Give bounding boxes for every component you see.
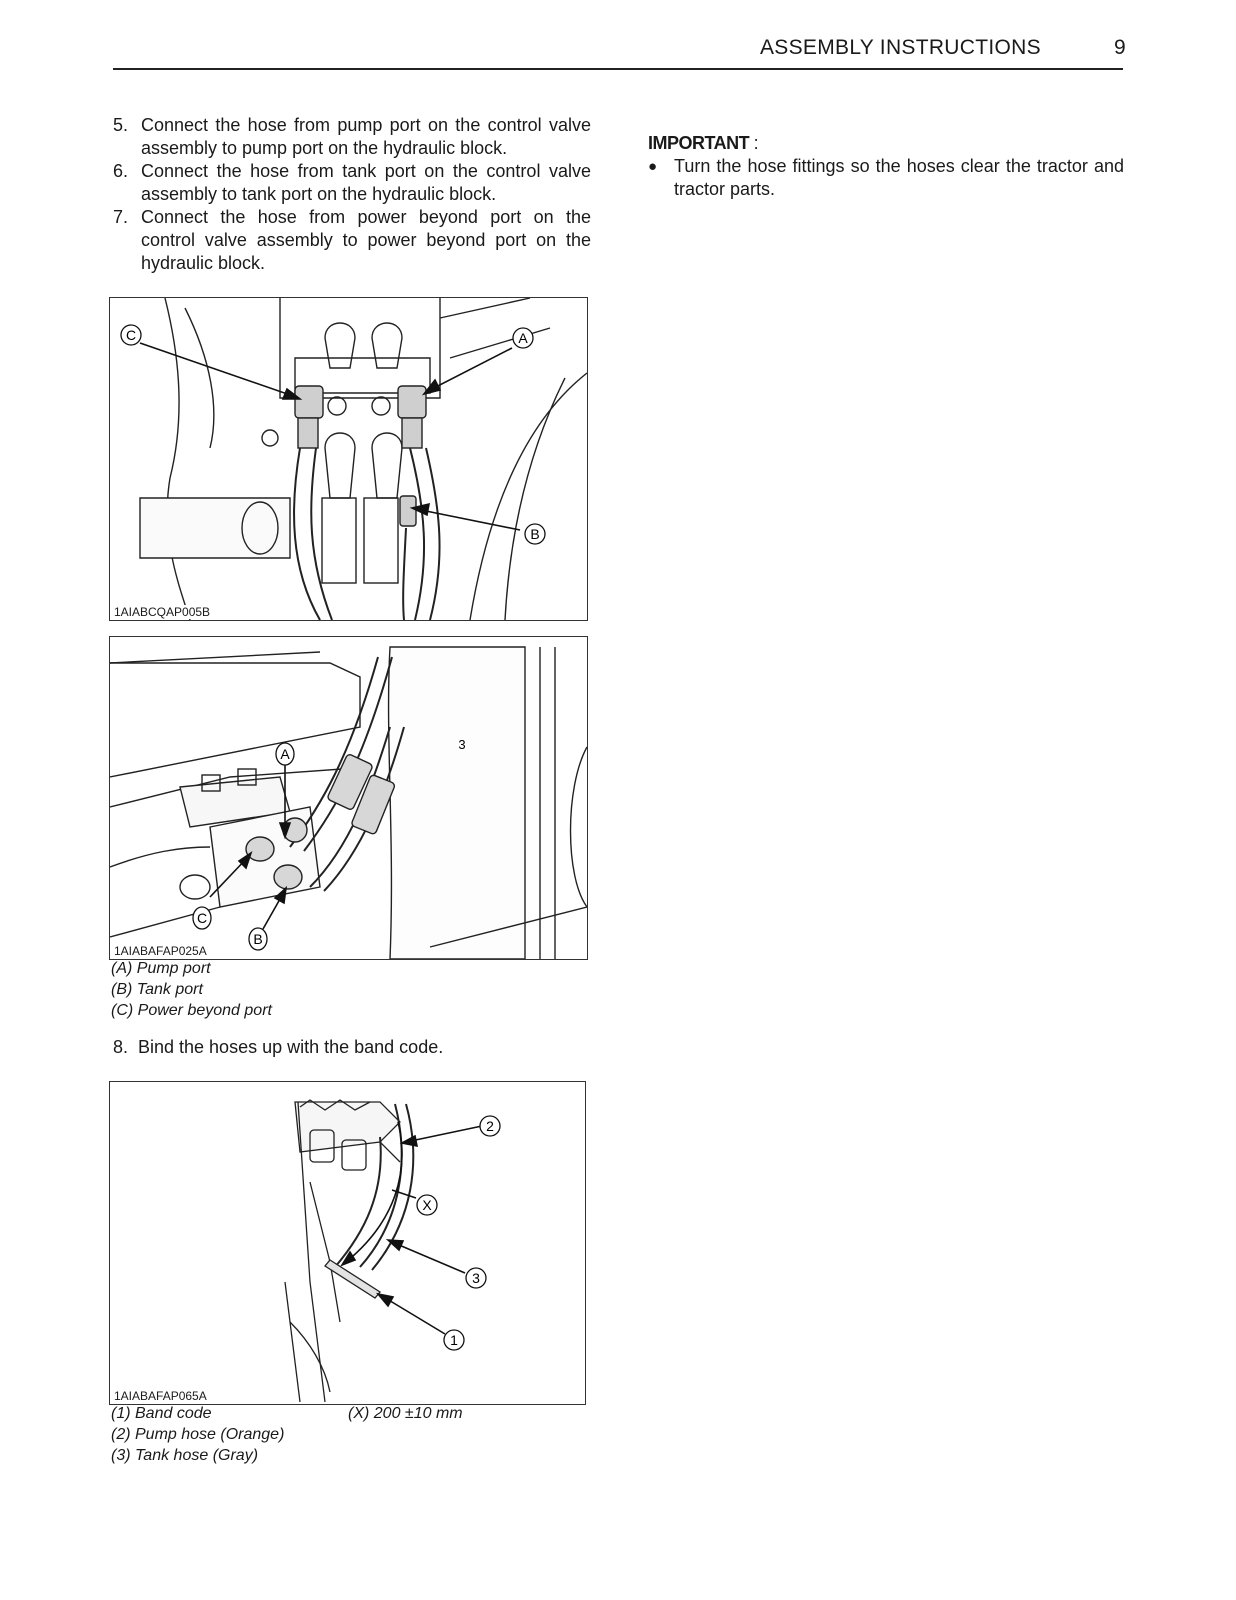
important-heading: IMPORTANT : [648, 133, 759, 153]
step-number: 7. [113, 207, 129, 227]
figure-control-valve-hoses [109, 297, 588, 621]
figure-code: 1AIABAFAP065A [114, 1389, 207, 1403]
figure-code: 1AIABAFAP025A [114, 944, 207, 958]
step-number: 8. [113, 1037, 129, 1057]
callout-a: A [280, 746, 290, 762]
figure-code: 1AIABCQAP005B [114, 605, 211, 619]
figure3-captions-left [111, 1403, 284, 1466]
callout-c: C [125, 327, 137, 343]
caption-dimension-x: (X) 200 ±10 mm [348, 1405, 463, 1422]
section-title: ASSEMBLY INSTRUCTIONS [760, 36, 1041, 59]
figure-band-code [109, 1081, 586, 1405]
figure1-illustration [110, 298, 587, 620]
figure2-captions [111, 958, 272, 1021]
callout-c: C [196, 910, 208, 926]
important-note [648, 132, 1124, 201]
step-7 [113, 206, 591, 275]
step-number: 5. [113, 115, 129, 135]
caption-pump-hose: (2) Pump hose (Orange) [111, 1426, 285, 1443]
step-text: Connect the hose from pump port on the control valve assembly to pump port on the hydraulic block. [141, 115, 591, 158]
caption-tank-port: (B) Tank port [111, 981, 203, 998]
step-text: Bind the hoses up with the band code. [138, 1037, 444, 1057]
callout-a: A [518, 330, 528, 346]
figure-hydraulic-block-ports [109, 636, 588, 960]
caption-band-code: (1) Band code [111, 1405, 212, 1422]
callout-b: B [530, 526, 540, 542]
steps-list [113, 114, 591, 275]
callout-b: B [253, 931, 263, 947]
caption-pump-port: (A) Pump port [111, 960, 211, 977]
page-number: 9 [1114, 36, 1126, 59]
callout-x: X [422, 1197, 432, 1213]
step-text: Connect the hose from power beyond port on the control valve assembly to power beyond port on the hydraulic block. [141, 207, 591, 273]
header-rule [113, 68, 1123, 70]
step-6 [113, 160, 591, 206]
callout-3: 3 [458, 737, 466, 752]
step-number: 6. [113, 161, 129, 181]
caption-power-beyond-port: (C) Power beyond port [111, 1002, 272, 1019]
important-text: Turn the hose fittings so the hoses clear the tractor and tractor parts. [674, 156, 1124, 199]
figure3-illustration [110, 1082, 585, 1404]
important-bullet [648, 155, 1124, 201]
caption-tank-hose: (3) Tank hose (Gray) [111, 1447, 259, 1464]
step-5 [113, 114, 591, 160]
callout-2: 2 [486, 1118, 494, 1134]
step-text: Connect the hose from tank port on the control valve assembly to tank port on the hydraulic block. [141, 161, 591, 204]
step-8 [113, 1037, 443, 1058]
bullet-icon: ● [648, 158, 658, 175]
callout-3: 3 [472, 1270, 480, 1286]
figure2-illustration [110, 637, 587, 959]
callout-1: 1 [450, 1332, 458, 1348]
